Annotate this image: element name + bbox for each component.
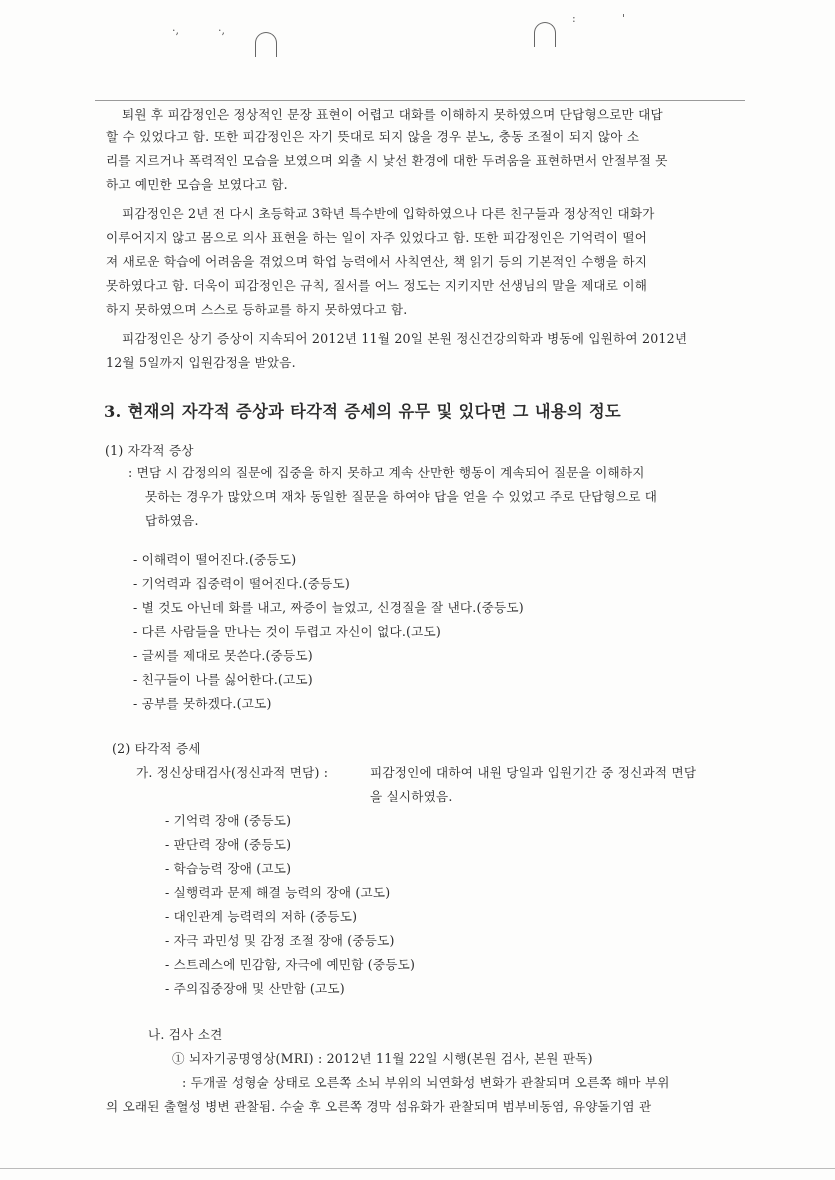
paragraph2-line: 하지 못하였으며 스스로 등하교를 하지 못하였다고 함. [106, 302, 408, 317]
paragraph2-line: 이루어지지 않고 몸으로 의사 표현을 하는 일이 자주 있었다고 함. 또한 피감정인은 기억력이 떨어 [106, 230, 648, 245]
paragraph1-line: 퇴원 후 피감정인은 정상적인 문장 표현이 어렵고 대화를 이해하지 못하였으며 단답형으로만 대답 [122, 107, 663, 122]
symptom-item: - 공부를 못하겠다.(고도) [133, 696, 272, 711]
paragraph1-line: 할 수 있었다고 함. 또한 피감정인은 자기 뜻대로 되지 않을 경우 분노, 충동 조절이 되지 않아 소 [106, 129, 640, 144]
bottom-rule [0, 1168, 835, 1169]
objective-heading: (2) 타각적 증세 [112, 741, 201, 756]
paragraph2-line: 못하였다고 함. 더욱이 피감정인은 규칙, 질서를 어느 정도는 지키지만 선생님의 말을 제대로 이해 [106, 278, 648, 293]
paragraph2-line: 져 새로운 학습에 어려움을 겪었으며 학업 능력에서 사칙연산, 책 읽기 등의 기본적인 수행을 하지 [106, 254, 648, 269]
binding-hole-right [534, 22, 556, 47]
symptom-item: - 다른 사람들을 만나는 것이 두렵고 자신이 없다.(고도) [133, 624, 441, 639]
mri-label: ① 뇌자기공명영상(MRI) : 2012년 11월 22일 시행(본원 검사, 본원 판독) [172, 1051, 593, 1066]
symptom-item: - 친구들이 나를 싫어한다.(고도) [133, 672, 313, 687]
sign-item: - 학습능력 장애 (고도) [165, 861, 292, 876]
sign-item: - 대인관계 능력력의 저하 (중등도) [165, 909, 358, 924]
section-heading: 3. 현재의 자각적 증상과 타각적 증세의 유무 및 있다면 그 내용의 정도 [104, 402, 622, 421]
sign-item: - 실행력과 문제 해결 능력의 장애 (고도) [165, 885, 391, 900]
binding-hole-left [255, 32, 277, 57]
mri-text-line: : 두개골 성형술 상태로 오른쪽 소뇌 부위의 뇌연화성 변화가 관찰되며 오른쪽 해마 부위 [182, 1075, 670, 1090]
paragraph1-line: 하고 예민한 모습을 보였다고 함. [106, 177, 288, 192]
subjective-heading: (1) 자각적 증상 [105, 443, 194, 458]
mental-status-exam-text: 을 실시하였음. [370, 789, 453, 804]
scan-speck: : [572, 12, 576, 25]
symptom-item: - 별 것도 아닌데 화를 내고, 짜증이 늘었고, 신경질을 잘 낸다.(중등도) [133, 600, 524, 615]
scan-speck: ' [622, 12, 626, 25]
sign-item: - 판단력 장애 (중등도) [165, 837, 292, 852]
sign-item: - 스트레스에 민감함, 자극에 예민함 (중등도) [165, 957, 416, 972]
paragraph2-line: 피감정인은 2년 전 다시 초등학교 3학년 특수반에 입학하였으나 다른 친구들과 정상적인 대화가 [122, 206, 655, 221]
paragraph1-line: 리를 지르거나 폭력적인 모습을 보였으며 외출 시 낯선 환경에 대한 두려움을 표현하면서 안절부절 못 [106, 153, 668, 168]
top-rule [95, 100, 745, 101]
sign-item: - 주의집중장애 및 산만함 (고도) [165, 981, 345, 996]
mental-status-exam-label: 가. 정신상태검사(정신과적 면담) : [136, 765, 329, 780]
mental-status-exam-text: 피감정인에 대하여 내원 당일과 입원기간 중 정신과적 면담 [370, 765, 697, 780]
symptom-item: - 글씨를 제대로 못쓴다.(중등도) [133, 648, 313, 663]
subjective-text-line: 답하였음. [145, 513, 199, 528]
paragraph3-line: 12월 5일까지 입원감정을 받았음. [106, 355, 296, 370]
subjective-text-line: : 면담 시 감정의의 질문에 집중을 하지 못하고 계속 산만한 행동이 계속되어 질문을 이해하지 [128, 465, 645, 480]
test-findings-label: 나. 검사 소견 [148, 1027, 223, 1042]
sign-item: - 자극 과민성 및 감정 조절 장애 (중등도) [165, 933, 395, 948]
symptom-item: - 기억력과 집중력이 떨어진다.(중등도) [133, 576, 350, 591]
scan-speck: ·, [218, 24, 225, 37]
scan-speck: ·, [172, 24, 179, 37]
symptom-item: - 이해력이 떨어진다.(중등도) [133, 552, 297, 567]
subjective-text-line: 못하는 경우가 많았으며 재차 동일한 질문을 하여야 답을 얻을 수 있었고 주로 단답형으로 대 [145, 489, 658, 504]
mri-text-line: 의 오래된 출혈성 병변 관찰됨. 수술 후 오른쪽 경막 섬유화가 관찰되며 범부비동염, 유양돌기염 관 [106, 1099, 652, 1114]
paragraph3-line: 피감정인은 상기 증상이 지속되어 2012년 11월 20일 본원 정신건강의학과 병동에 입원하여 2012년 [122, 331, 688, 346]
sign-item: - 기억력 장애 (중등도) [165, 813, 292, 828]
